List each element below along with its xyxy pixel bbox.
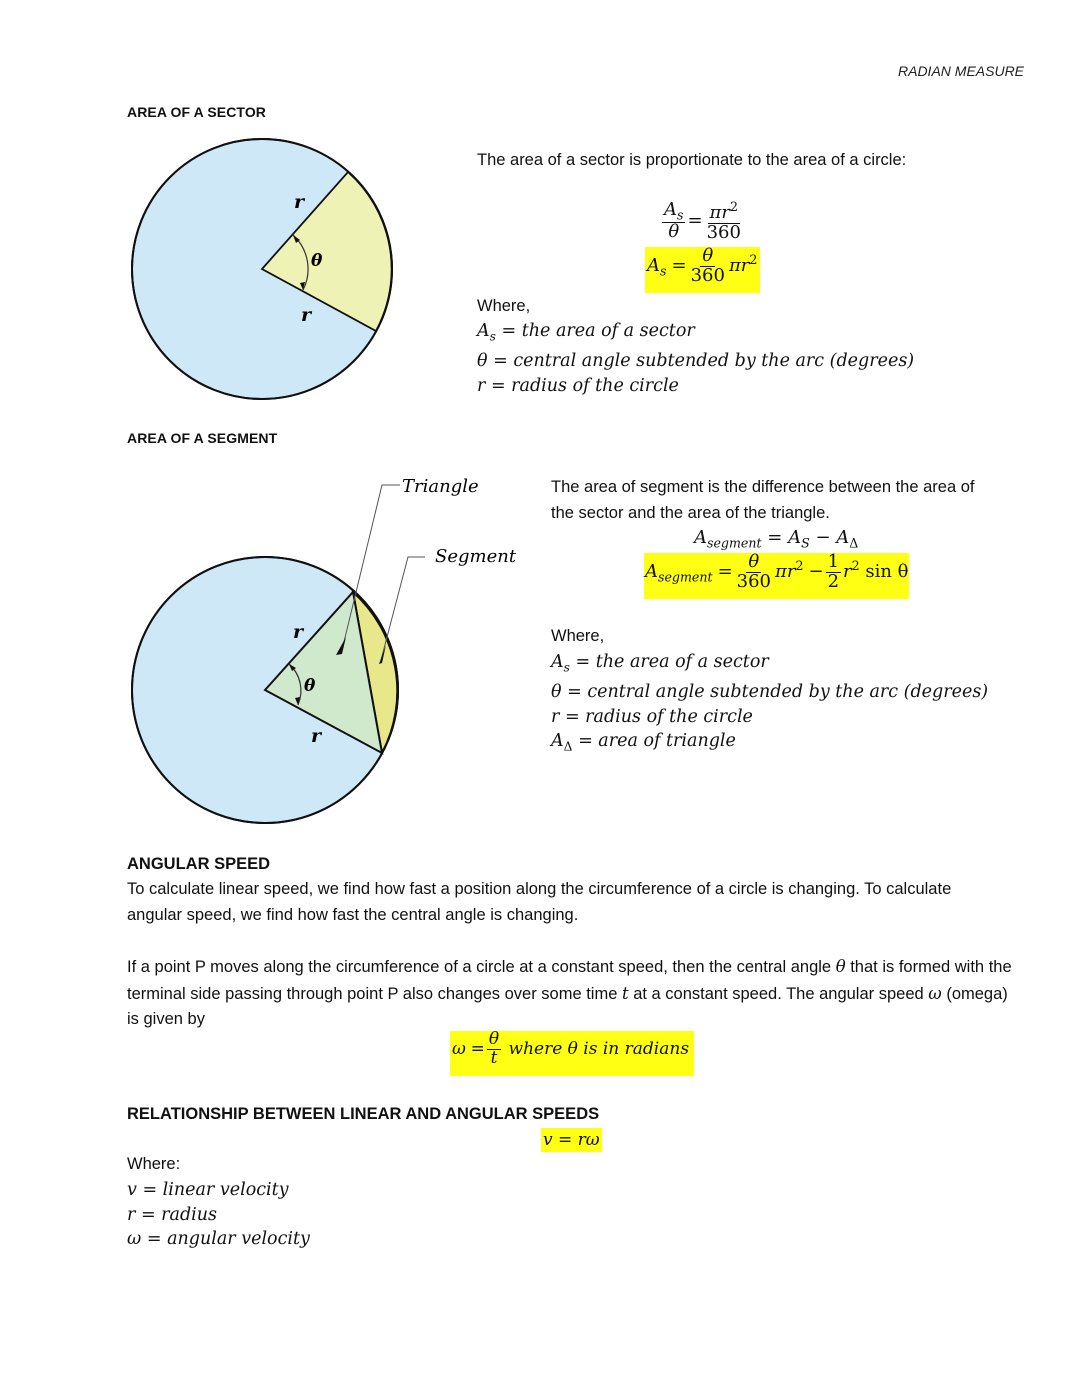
segment-intro: The area of segment is the difference between the area of the sector and the area of the triangle. <box>551 478 975 522</box>
sector-heading: AREA OF A SECTOR <box>127 104 267 120</box>
definition-item: r = radius of the circle <box>477 375 679 396</box>
angular-speed-para1: To calculate linear speed, we find how fast a position along the circumference of a circle is changing. To calculate angular speed, we find how fast the central angle is changing. <box>127 880 952 924</box>
sector-intro: The area of a sector is proportionate to the area of a circle: <box>477 151 907 169</box>
definition-item: $A_s$ = the area of a sector <box>551 652 769 675</box>
relationship-where-label: Where: <box>127 1155 181 1173</box>
segment-label: Segment <box>435 546 517 567</box>
definition-item: $A_s$ = the area of a sector <box>477 321 695 344</box>
definition-item: θ = central angle subtended by the arc (degrees) <box>551 682 989 702</box>
relationship-heading: RELATIONSHIP BETWEEN LINEAR AND ANGULAR SPEEDS <box>127 1105 600 1123</box>
angle-label: θ <box>304 676 316 696</box>
sector-ratio-formula: $\frac{A_s}{\theta}$ = $\frac{\pi r^2}{360}$ <box>664 199 741 243</box>
segment-diagram <box>120 465 530 835</box>
definition-item: v = linear velocity <box>127 1180 289 1200</box>
angle-label: θ <box>311 251 323 271</box>
radius-label-bottom: r <box>301 304 312 326</box>
segment-area-formula: $A_{segment}$ = $\frac{\theta}{360}$ $\pi r^2$ − $\frac{1}{2}$ $r^2$ sin θ <box>645 551 909 592</box>
page-header-title: RADIAN MEASURE <box>898 63 1025 79</box>
angular-speed-heading: ANGULAR SPEED <box>127 855 271 873</box>
relationship-formula: v = rω <box>543 1130 600 1150</box>
definition-item: $A_\Delta$ = area of triangle <box>551 731 736 754</box>
sector-definitions <box>477 319 914 398</box>
sector-diagram <box>120 128 410 418</box>
triangle-label: Triangle <box>402 476 479 497</box>
sector-area-formula: $A_s$ = $\frac{\theta}{360}$ $\pi r^2$ <box>647 245 758 286</box>
radius-label-top: r <box>294 191 305 213</box>
definition-item: ω = angular velocity <box>127 1229 310 1249</box>
segment-where-label: Where, <box>551 627 605 645</box>
definition-item: r = radius <box>127 1204 218 1225</box>
relationship-definitions <box>127 1178 310 1252</box>
definition-item: θ = central angle subtended by the arc (degrees) <box>477 351 915 371</box>
definition-item: r = radius of the circle <box>551 706 753 727</box>
radius-label-top: r <box>293 621 304 643</box>
angular-speed-formula: ω = $\frac{\theta}{t}$ where θ is in radians <box>452 1029 690 1068</box>
radius-label-bottom: r <box>311 725 322 747</box>
sector-where-label: Where, <box>477 297 531 315</box>
segment-heading: AREA OF A SEGMENT <box>127 430 278 446</box>
segment-definitions <box>551 650 988 759</box>
segment-difference-formula: $A_{segment} = A_S - A_\Delta$ <box>694 527 859 551</box>
angular-speed-para2: If a point P moves along the circumference of a circle at a constant speed, then the central angle θ that is formed with the terminal side passing through point P also changes over some time t at a constant speed. The angular speed ω (omega) is given by <box>127 957 1012 1028</box>
